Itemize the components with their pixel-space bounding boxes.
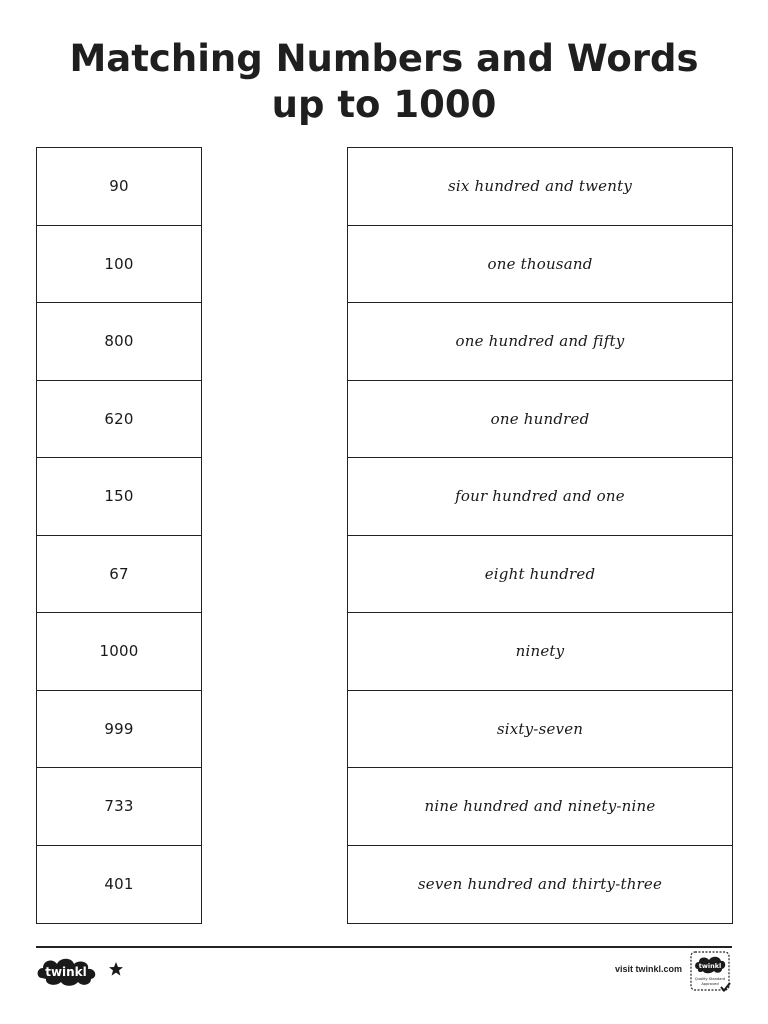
page-title <box>0 36 768 128</box>
quality-standard-badge-icon <box>690 951 732 993</box>
footer-divider <box>36 946 732 948</box>
words-column <box>347 147 733 924</box>
number-card[interactable]: 401 <box>104 875 134 894</box>
word-card[interactable]: nine hundred and ninety-nine <box>348 768 732 846</box>
title-line-2: up to 1000 <box>271 83 497 126</box>
star-icon <box>108 961 124 977</box>
badge-caption-2: Approved <box>701 982 719 986</box>
title-line-1: Matching Numbers and Words <box>69 37 699 80</box>
number-card[interactable]: 1000 <box>37 613 201 691</box>
twinkl-logo-icon <box>36 954 98 988</box>
badge-text: twinkl <box>698 962 722 970</box>
logo-text: twinkl <box>45 965 87 979</box>
word-card[interactable]: seven hundred and thirty-three <box>417 875 663 894</box>
badge-caption-1: Quality Standard <box>694 977 726 981</box>
word-card[interactable]: sixty-seven <box>348 691 732 769</box>
word-card[interactable]: four hundred and one <box>348 458 732 536</box>
number-card[interactable]: 67 <box>37 536 201 614</box>
number-card[interactable]: 90 <box>37 148 201 226</box>
word-card[interactable]: one thousand <box>348 226 732 304</box>
word-card[interactable]: eight hundred <box>348 536 732 614</box>
numbers-column <box>36 147 202 924</box>
visit-link[interactable]: visit twinkl.com <box>614 964 682 974</box>
word-card[interactable]: ninety <box>348 613 732 691</box>
word-card[interactable]: one hundred and fifty <box>348 303 732 381</box>
number-card[interactable]: 620 <box>37 381 201 459</box>
number-card[interactable]: 150 <box>37 458 201 536</box>
number-card[interactable]: 999 <box>37 691 201 769</box>
number-card[interactable]: 100 <box>37 226 201 304</box>
word-card[interactable]: one hundred <box>348 381 732 459</box>
word-card[interactable]: six hundred and twenty <box>348 148 732 226</box>
number-card[interactable]: 800 <box>37 303 201 381</box>
number-card[interactable]: 733 <box>37 768 201 846</box>
